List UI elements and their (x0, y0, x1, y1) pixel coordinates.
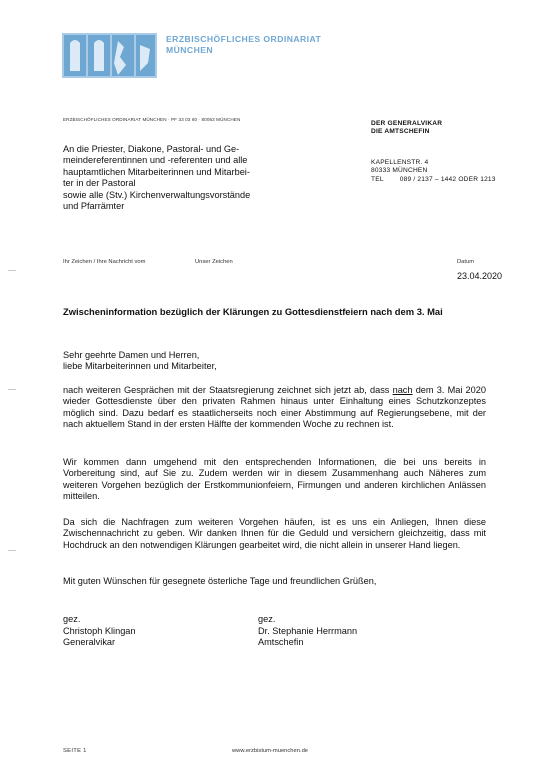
address-tel (371, 176, 496, 184)
signature-name: Dr. Stephanie Herrmann (258, 625, 358, 636)
signature-right (258, 614, 357, 649)
p1-underlined: nach (392, 385, 413, 395)
org-name-line1: ERZBISCHÖFLICHES ORDINARIAT (166, 34, 322, 44)
our-reference-label: Unser Zeichen (195, 259, 233, 265)
signature-left (63, 614, 136, 649)
address-street: KAPELLENSTR. 4 (371, 159, 429, 166)
fold-mark (8, 270, 16, 271)
salutation-line: liebe Mitarbeiterinnen und Mitarbeiter, (63, 361, 217, 372)
sender-title-line2: DIE AMTSCHEFIN (371, 128, 430, 136)
body-paragraph-3: Da sich die Nachfragen zum weiteren Vorgehen häufen, ist es uns ein Anliegen, Ihnen diese Zwischennachricht zu geben. Wir danken Ihnen für die Geduld und versichern gleichzeitig, dass mit Hochdruck an den notwendigen Klärungen gearbeitet wird, die nicht allein in unserer Hand liegen. (63, 517, 486, 550)
salutation-line: Sehr geehrte Damen und Herren, (63, 350, 200, 360)
body-paragraph-2: Wir kommen dann umgehend mit den entsprechenden Informationen, die bei uns bereits in Vorbereitung sind, auf Sie zu. Zudem werden wir in diesem Zusammenhang auch Näheres zum weiteren Vorgehen bezüglich der Erstkommunionfeiern, Firmungen und anderen kirchlichen Anlässen mitteilen. (63, 457, 486, 502)
tel-label: TEL (371, 175, 384, 183)
page-number: SEITE 1 (63, 748, 87, 754)
date-value: 23.04.2020 (457, 271, 503, 281)
recipient-line: meindereferentinnen und -referenten und alle (63, 155, 248, 166)
address-city: 80333 MÜNCHEN (371, 167, 428, 175)
sender-title-line1: DER GENERALVIKAR (371, 120, 443, 127)
signature-role: Amtschefin (258, 637, 304, 647)
signature-prefix: gez. (63, 614, 81, 624)
your-reference-label: Ihr Zeichen / Ihre Nachricht vom (63, 259, 146, 265)
p1-after: dem 3. Mai 2020 wieder Gottesdienste über den privaten Rahmen hinaus unter Einhaltung eines Schutzkonzeptes möglich sind. Dazu bedarf es staatlicherseits noch einer Abstimmung auf Regierungsebene, mit der nach aktuellem Stand in der ersten Hälfte der kommenden Woche zu rechnen ist. (63, 385, 486, 430)
fold-mark (8, 389, 16, 390)
body-paragraph-1 (63, 385, 486, 431)
fold-mark (8, 550, 16, 551)
footer-website: www.erzbistum-muenchen.de (232, 748, 309, 754)
org-name-line2: MÜNCHEN (166, 45, 214, 55)
sender-return-address: ERZBISCHÖFLICHES ORDINARIAT MÜNCHEN · PF 33 03 60 · 80063 MÜNCHEN (63, 117, 241, 122)
letter-subject: Zwischeninformation bezüglich der Klärungen zu Gottesdienstfeiern nach dem 3. Mai (63, 306, 443, 317)
recipient-line: und Pfarrämter (63, 201, 125, 212)
sender-title (371, 120, 442, 136)
tel-value: 089 / 2137 – 1442 ODER 1213 (399, 175, 496, 183)
signature-name: Christoph Klingan (63, 625, 136, 636)
organization-name (166, 34, 321, 56)
recipient-line: An die Priester, Diakone, Pastoral- und Ge- (63, 144, 240, 154)
signature-prefix: gez. (258, 614, 276, 624)
closing-line: Mit guten Wünschen für gesegnete österliche Tage und freundlichen Grüßen, (63, 576, 377, 586)
p1-before: nach weiteren Gesprächen mit der Staatsregierung zeichnet sich jetzt ab, dass (63, 385, 393, 395)
recipient-block (63, 144, 353, 212)
signature-role: Generalvikar (63, 637, 116, 647)
sender-address (371, 159, 496, 184)
recipient-line: hauptamtlichen Mitarbeiterinnen und Mitarbei- (63, 166, 250, 177)
recipient-line: ter in der Pastoral (63, 178, 136, 189)
salutation (63, 350, 217, 373)
date-label: Datum (457, 259, 475, 265)
recipient-line: sowie alle (Stv.) Kirchenverwaltungsvorstände (63, 189, 251, 200)
